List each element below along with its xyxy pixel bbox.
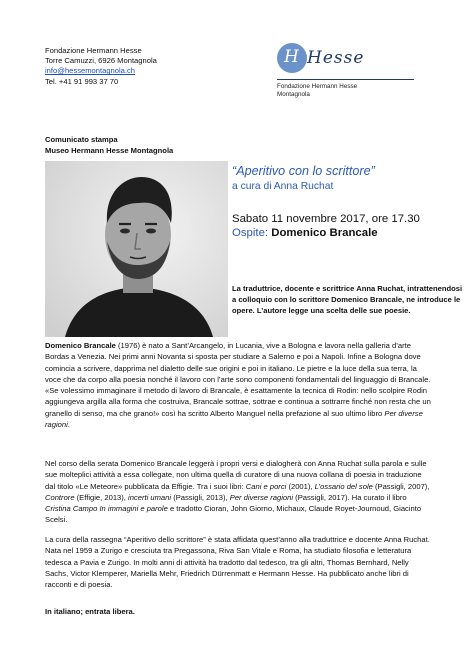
sender-address bbox=[45, 46, 157, 87]
event-title: “Aperitivo con lo scrittore” bbox=[232, 164, 375, 178]
author-bio-paragraph: Domenico Brancale (1976) è nato a Sant’Arcangelo, in Lucania, vive a Bologna e lavora nella galleria d’arte Bordas a Venezia. Nei primi anni Novanta si sposta per studiare a Salerno e poi a Napoli. Infine a Bologna dove comincia a scrivere, dapprima nel dialetto delle sue origini e poi in italiano. Le pietre e la luce della sua terra, la voce che da corpo alla poesia nonché il lavoro con l’arte sono componenti fondamentali del linguaggio di Brancale. «Se volessimo immaginare il metodo di lavoro di Brancale, è esattamente la tecnica di Rodin: nello scolpire Rodin aggiungeva argilla alla forma che costruiva, Brancale sottrae, sottrae e continua a sottrarre finché non resta che un granello di senso, ma che grano!» così ha scritto Alberto Manguel nella prefazione al suo ultimo libro Per diverse ragioni. bbox=[45, 341, 431, 430]
event-curator: a cura di Anna Ruchat bbox=[232, 181, 334, 192]
logo-caption: Fondazione Hermann Hesse Montagnola bbox=[277, 83, 358, 98]
press-release-heading: Comunicato stampa Museo Hermann Hesse Montagnola bbox=[45, 135, 174, 155]
event-description-paragraph: Nel corso della serata Domenico Brancale leggerà i propri versi e dialogherà con Anna Ruchat sulla parola e sulle sue molteplici attività a essa collegate, non ultima quella di curatore di una nuova collana di poesia in traduzione dal titolo «Le Meteore» pubblicata da Effigie. Tra i suoi libri: Cani e porci (2001), L’ossario del sole (Passigli, 2007), Controre (Effigie, 2013), incerti umani (Passigli, 2013), Per diverse ragioni (Passigli, 2017). Ha curato il libro Cristina Campo In immagini e parole e tradotto Cioran, John Giorno, Michaux, Claude Royet-Journoud, Giacinto Scelsi. bbox=[45, 459, 430, 525]
email-link[interactable]: info@hessemontagnola.ch bbox=[45, 66, 136, 76]
street-address: Torre Camuzzi, 6926 Montagnola bbox=[45, 56, 157, 66]
hesse-logo bbox=[277, 43, 417, 103]
org-name: Fondazione Hermann Hesse bbox=[45, 46, 142, 55]
event-guest: Ospite: Domenico Brancale bbox=[232, 227, 378, 239]
admission-note: In italiano; entrata libera. bbox=[45, 607, 135, 616]
event-info bbox=[232, 164, 462, 240]
logo-divider bbox=[277, 79, 414, 80]
author-portrait-image bbox=[45, 161, 228, 337]
logo-mark-icon: H bbox=[277, 43, 307, 73]
intro-text: La traduttrice, docente e scrittrice Anna Ruchat, intrattenendosi a colloquio con lo scrittore Domenico Brancale, ne introduce le opere. L’autore legge una scelta delle sue poesie. bbox=[232, 284, 463, 316]
logo-wordmark: Hesse bbox=[307, 48, 365, 68]
event-date: Sabato 11 novembre 2017, ore 17.30 bbox=[232, 213, 420, 225]
curator-bio-paragraph: La cura della rassegna “Aperitivo dello scrittore” è stata affidata quest’anno alla traduttrice e docente Anna Ruchat. Nata nel 1959 a Zurigo e cresciuta tra Pregassona, Riva San Vitale e Roma, ha studiato filosofia e letteratura tedesca a Pavia e Zurigo. In molti anni di attività ha tradotto dal tedesco, tra gli altri, Thomas Bernhard, Nelly Sachs, Victor Klemperer, Mariella Mehr, Friedrich Dürrenmatt e Hermann Hesse. Ha pubblicato anche libri di racconti e di poesia. bbox=[45, 535, 430, 590]
phone-number: Tel. +41 91 993 37 70 bbox=[45, 76, 119, 86]
